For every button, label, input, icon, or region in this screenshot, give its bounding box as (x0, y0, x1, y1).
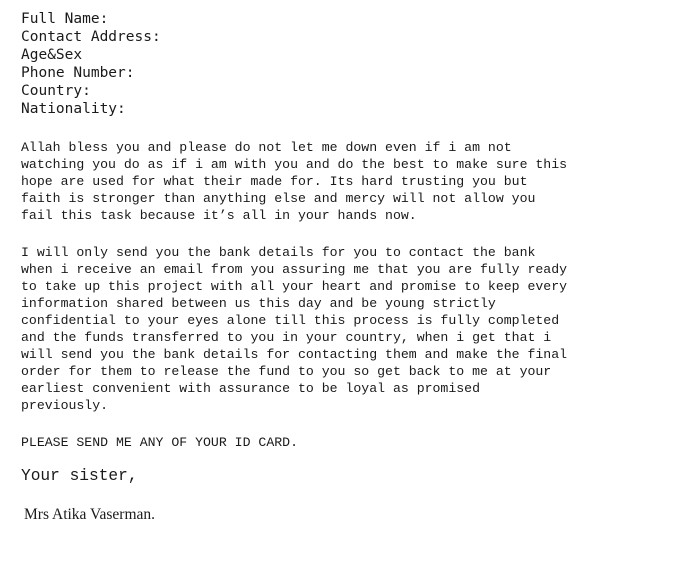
field-phone-number: Phone Number: (21, 65, 135, 81)
paragraph-bank-details: I will only send you the bank details for you to contact the bank when i receive an email from you assuring me that you are fully ready to take up this project with all your heart and promise to keep every information shared between us this day and be young strictly confidential to your eyes alone till this process is fully completed and the funds transferred to you in your country, when i get that i will send you the bank details for contacting them and make the final order for them to release the fund to you so get back to me at your earliest convenient with assurance to be loyal as promised previously. (21, 245, 568, 413)
field-full-name: Full Name: (21, 11, 109, 27)
field-nationality: Nationality: (21, 101, 126, 117)
field-age-sex: Age&Sex (21, 47, 83, 63)
form-fields (21, 10, 681, 118)
letter-document (21, 10, 681, 525)
paragraph-id-request: PLEASE SEND ME ANY OF YOUR ID CARD. (21, 435, 298, 450)
paragraph-blessing: Allah bless you and please do not let me down even if i am not watching you do as if i am with you and do the best to make sure this hope are used for what their made for. Its hard trusting you but faith is stronger than anything else and mercy will not allow you fail this task because it’s all in your hands now. (21, 140, 568, 223)
field-contact-address: Contact Address: (21, 29, 161, 45)
field-country: Country: (21, 83, 91, 99)
signature-name: Mrs Atika Vaserman. (24, 506, 156, 523)
closing-salutation: Your sister, (21, 467, 138, 485)
